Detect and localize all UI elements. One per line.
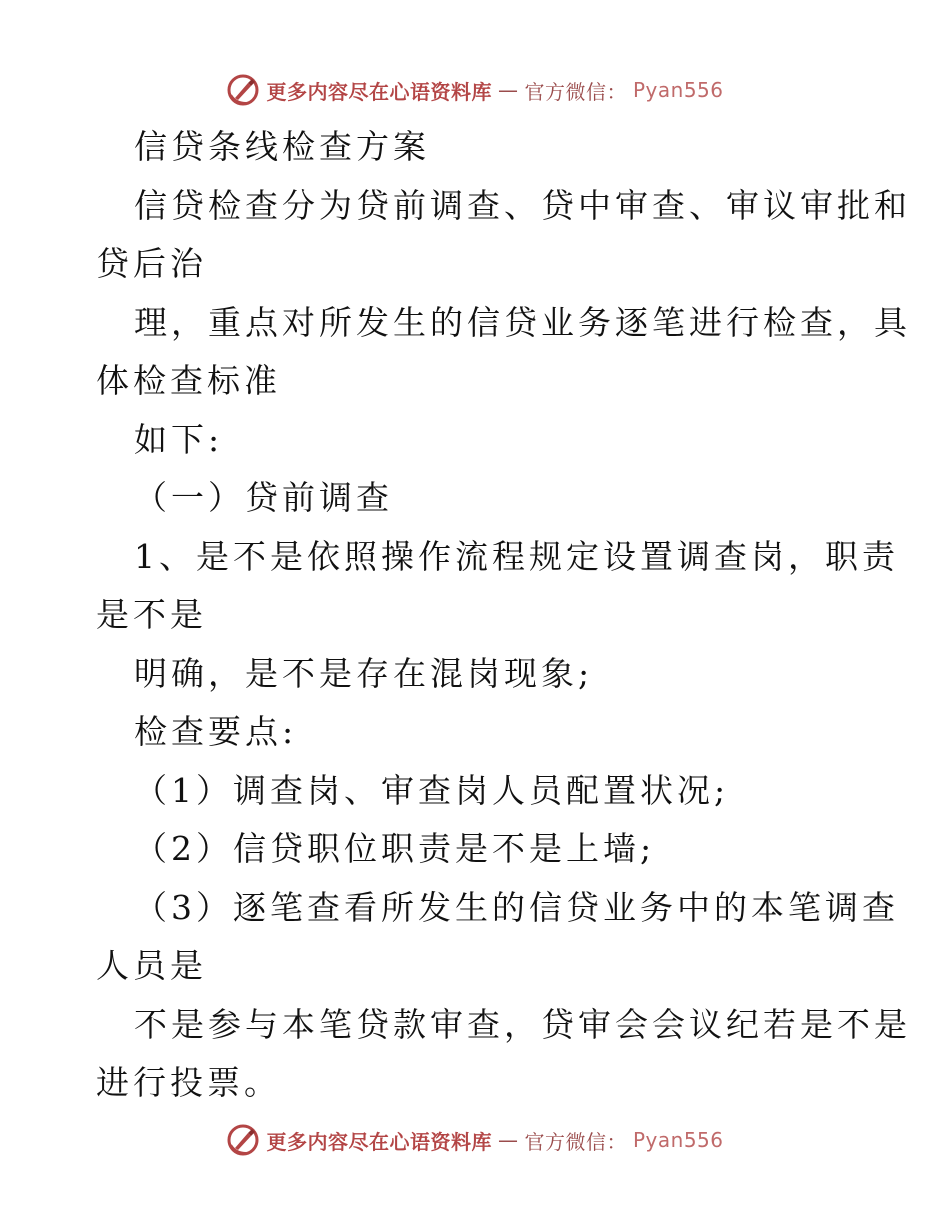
text-line: 信贷条线检查方案 (134, 127, 430, 166)
header-watermark-banner (0, 70, 950, 110)
text-line: 检查要点: (134, 712, 298, 751)
text-line: 理，重点对所发生的信贷业务逐笔进行检查，具 (134, 302, 911, 342)
text-line: 是不是 (96, 595, 207, 634)
text-line: 不是参与本笔贷款审查，贷审会会议纪若是不是 (134, 1004, 911, 1044)
text-line: 进行投票。 (96, 1063, 281, 1102)
text-line: 体检查标准 (96, 361, 281, 400)
text-line: 贷后治 (96, 244, 207, 283)
text-line: 如下: (134, 419, 224, 459)
text-line: （3）逐笔查看所发生的信贷业务中的本笔调查 (134, 887, 899, 927)
watermark-separator: — (497, 78, 519, 102)
watermark-wechat-id: Pyan556 (632, 78, 724, 102)
watermark-sub-text: 官方微信： (524, 1129, 627, 1154)
footer-watermark-banner (0, 1120, 950, 1160)
watermark-main-text: 更多内容尽在心语资料库 (266, 1129, 492, 1154)
text-line: （一）贷前调查 (134, 478, 393, 517)
text-line: 信贷检查分为贷前调查、贷中审查、审议审批和 (134, 185, 911, 225)
text-line: 1、是不是依照操作流程规定设置调查岗，职责 (134, 536, 899, 576)
pen-logo-icon (226, 73, 260, 107)
text-line: 明确，是不是存在混岗现象; (134, 653, 594, 693)
text-line: （2）信贷职位职责是不是上墙; (134, 829, 656, 868)
watermark-separator: — (497, 1128, 519, 1152)
text-line: 人员是 (96, 946, 207, 985)
watermark-sub-text: 官方微信： (524, 79, 627, 104)
document-body (96, 118, 911, 1113)
watermark-main-text: 更多内容尽在心语资料库 (266, 79, 492, 104)
text-line: （1）调查岗、审查岗人员配置状况; (134, 770, 730, 810)
watermark-wechat-id: Pyan556 (632, 1128, 724, 1152)
pen-logo-icon (226, 1123, 260, 1157)
